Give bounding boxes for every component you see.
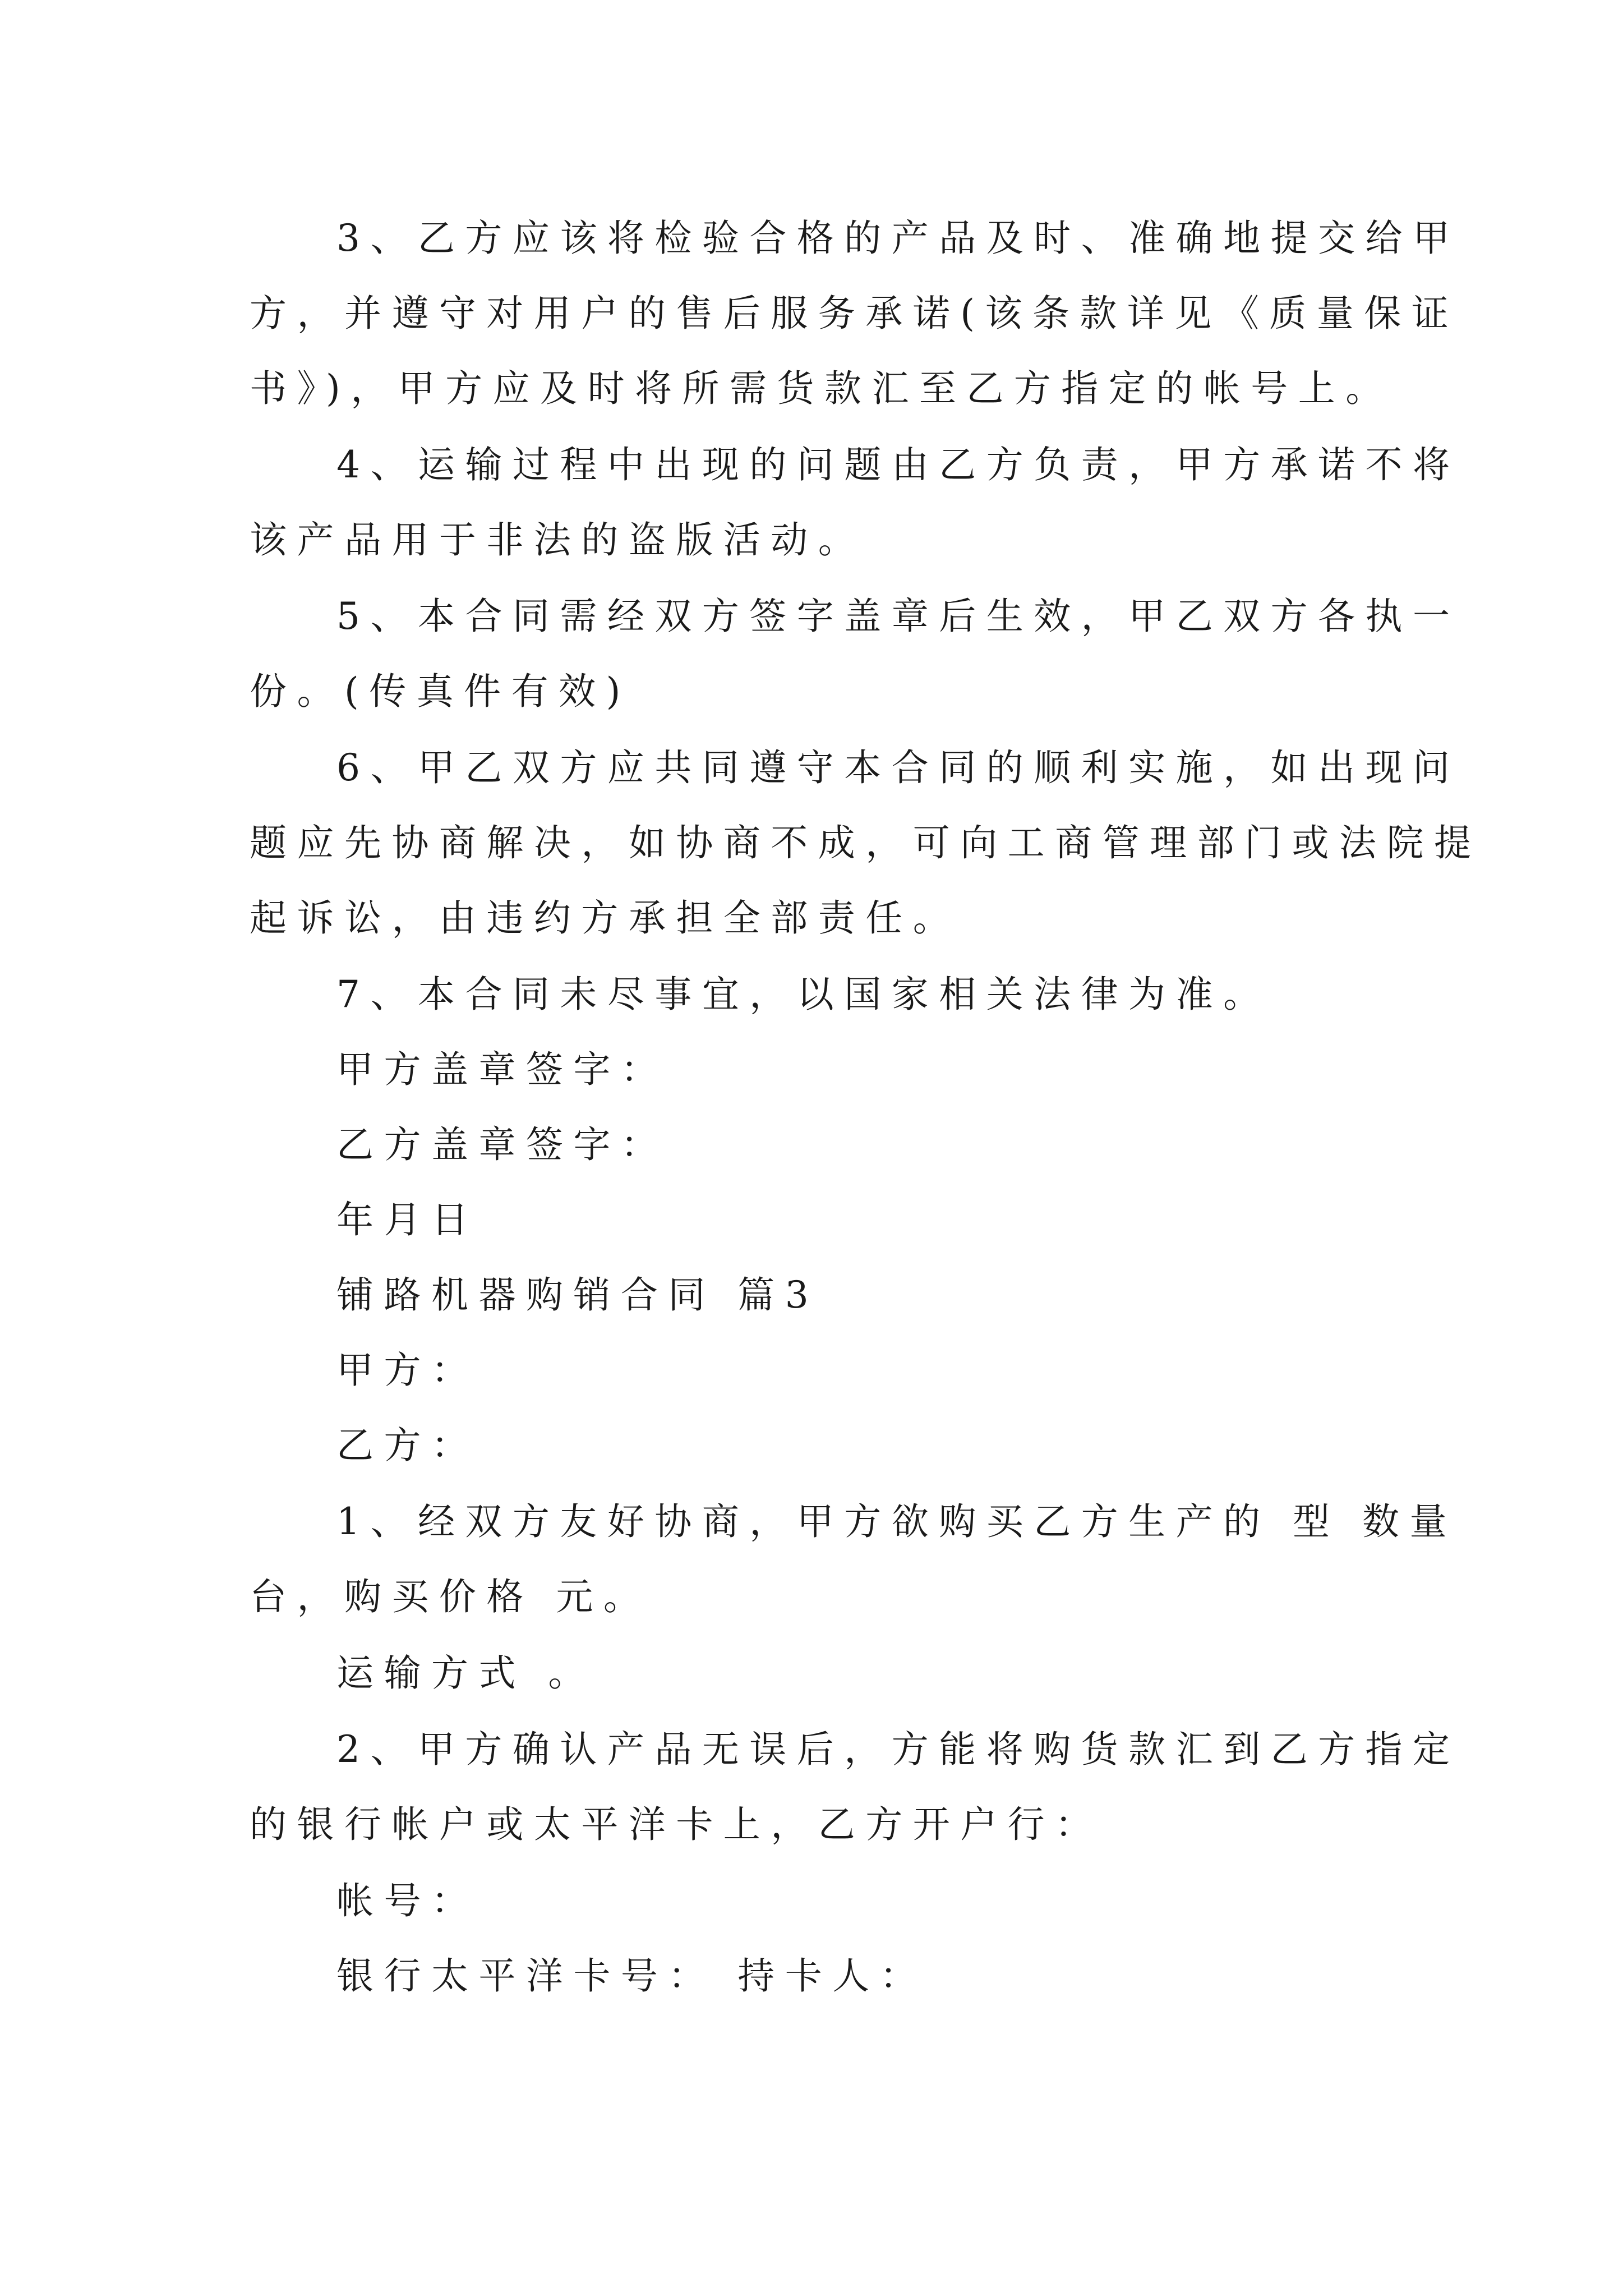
date-line: 年月日 (336, 1198, 479, 1241)
text-line: 份。(传真件有效) (250, 670, 631, 713)
text-line: 1、经双方友好协商，甲方欲购买乙方生产的 型 数量 (336, 1500, 1457, 1543)
text-line: 的银行帐户或太平洋卡上，乙方开户行： (250, 1803, 1103, 1846)
transport-line: 运输方式 。 (336, 1651, 596, 1695)
party-a-label: 甲方： (336, 1349, 479, 1392)
party-b-label: 乙方： (336, 1424, 479, 1467)
text-line: 题应先协商解决，如协商不成，可向工商管理部门或法院提 (250, 821, 1482, 864)
signature-party-b: 乙方盖章签字： (336, 1123, 668, 1166)
text-line: 2、甲方确认产品无误后，方能将购货款汇到乙方指定 (336, 1728, 1460, 1771)
text-line: 书》)，甲方应及时将所需货款汇至乙方指定的帐号上。 (250, 367, 1393, 410)
signature-party-a: 甲方盖章签字： (336, 1048, 668, 1091)
text-line: 3、乙方应该将检验合格的产品及时、准确地提交给甲 (336, 217, 1460, 260)
text-line: 6、甲乙双方应共同遵守本合同的顺利实施，如出现问 (336, 746, 1460, 789)
text-line: 台，购买价格 元。 (250, 1575, 651, 1618)
text-line: 4、运输过程中出现的问题由乙方负责，甲方承诺不将 (336, 443, 1460, 486)
text-line: 5、本合同需经双方签字盖章后生效，甲乙双方各执一 (336, 595, 1460, 638)
text-line: 方，并遵守对用户的售后服务承诺(该条款详见《质量保证 (250, 292, 1459, 335)
card-line: 银行太平洋卡号： 持卡人： (336, 1954, 928, 1998)
text-line: 起诉讼，由违约方承担全部责任。 (250, 896, 961, 940)
account-line: 帐号： (336, 1879, 479, 1922)
text-line: 该产品用于非法的盗版活动。 (250, 518, 866, 562)
section-title: 铺路机器购销合同 篇3 (336, 1273, 819, 1317)
text-line: 7、本合同未尽事宜，以国家相关法律为准。 (336, 973, 1271, 1016)
